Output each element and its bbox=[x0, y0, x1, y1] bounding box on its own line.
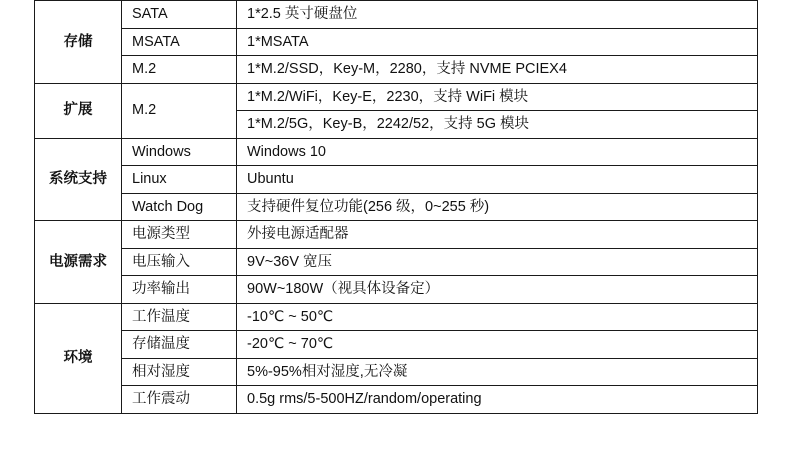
item-label: M.2 bbox=[122, 83, 237, 138]
item-value: Windows 10 bbox=[237, 138, 758, 166]
item-value: 1*MSATA bbox=[237, 28, 758, 56]
item-value: 1*M.2/WiFi，Key-E，2230，支持 WiFi 模块 bbox=[237, 83, 758, 111]
table-row bbox=[35, 386, 758, 414]
item-label: Linux bbox=[122, 166, 237, 194]
item-label: 电源类型 bbox=[122, 221, 237, 249]
item-value: 1*M.2/5G，Key-B，2242/52，支持 5G 模块 bbox=[237, 111, 758, 139]
table-row bbox=[35, 193, 758, 221]
item-value: 支持硬件复位功能(256 级，0~255 秒) bbox=[237, 193, 758, 221]
item-label: 工作温度 bbox=[122, 303, 237, 331]
table-row bbox=[35, 83, 758, 111]
table-row bbox=[35, 56, 758, 84]
item-value: 0.5g rms/5-500HZ/random/operating bbox=[237, 386, 758, 414]
item-label: Watch Dog bbox=[122, 193, 237, 221]
item-value: 1*2.5 英寸硬盘位 bbox=[237, 1, 758, 29]
item-label: 电压输入 bbox=[122, 248, 237, 276]
item-label: 存储温度 bbox=[122, 331, 237, 359]
item-value: 9V~36V 宽压 bbox=[237, 248, 758, 276]
item-label: Windows bbox=[122, 138, 237, 166]
group-label-power: 电源需求 bbox=[35, 221, 122, 304]
table-row bbox=[35, 1, 758, 29]
item-value: 5%-95%相对湿度,无冷凝 bbox=[237, 358, 758, 386]
item-value: 外接电源适配器 bbox=[237, 221, 758, 249]
item-value: 1*M.2/SSD，Key-M，2280，支持 NVME PCIEX4 bbox=[237, 56, 758, 84]
item-value: Ubuntu bbox=[237, 166, 758, 194]
item-label: 功率输出 bbox=[122, 276, 237, 304]
item-label: SATA bbox=[122, 1, 237, 29]
group-label-expansion: 扩展 bbox=[35, 83, 122, 138]
table-row bbox=[35, 303, 758, 331]
group-label-os-support: 系统支持 bbox=[35, 138, 122, 221]
item-label: MSATA bbox=[122, 28, 237, 56]
table-row bbox=[35, 221, 758, 249]
table-row bbox=[35, 358, 758, 386]
group-label-environment: 环境 bbox=[35, 303, 122, 413]
spec-table bbox=[34, 0, 758, 414]
table-row bbox=[35, 138, 758, 166]
item-label: M.2 bbox=[122, 56, 237, 84]
table-row bbox=[35, 276, 758, 304]
item-value: -20℃ ~ 70℃ bbox=[237, 331, 758, 359]
table-row bbox=[35, 28, 758, 56]
spec-table-body bbox=[35, 1, 758, 414]
item-label: 工作震动 bbox=[122, 386, 237, 414]
item-label: 相对湿度 bbox=[122, 358, 237, 386]
table-row bbox=[35, 331, 758, 359]
table-row bbox=[35, 166, 758, 194]
item-value: -10℃ ~ 50℃ bbox=[237, 303, 758, 331]
group-label-storage: 存储 bbox=[35, 1, 122, 84]
table-row bbox=[35, 248, 758, 276]
item-value: 90W~180W（视具体设备定） bbox=[237, 276, 758, 304]
